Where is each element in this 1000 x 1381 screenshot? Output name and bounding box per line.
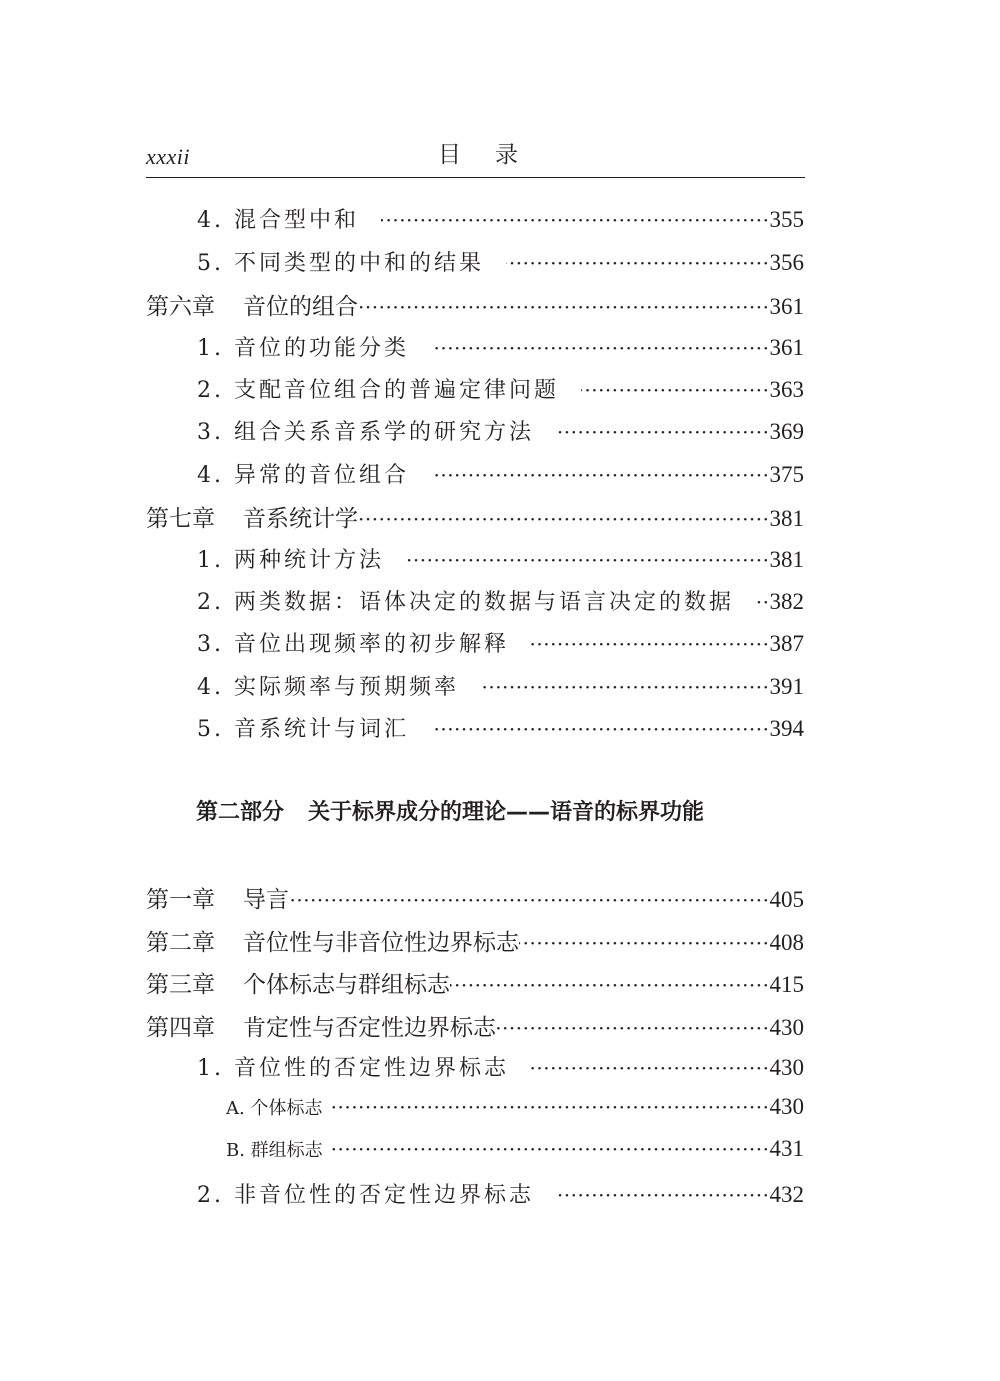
toc-chapter-entry[interactable] (146, 924, 804, 954)
toc-subentry[interactable] (226, 1094, 804, 1124)
toc-entry-page: 391 (769, 674, 804, 699)
toc-entry-page: 381 (769, 547, 804, 572)
toc-entry-label: 3. 组合关系音系学的研究方法 (197, 420, 534, 445)
toc-subentry-label: B. 群组标志 (226, 1140, 323, 1161)
dot-leader (531, 632, 770, 656)
toc-entry-page: 375 (769, 462, 804, 487)
chapter-title: 音位的组合 (243, 294, 358, 320)
toc-entry-label: 3. 音位出现频率的初步解释 (197, 632, 509, 657)
toc-chapter-label (146, 500, 358, 533)
dot-leader (431, 463, 770, 487)
toc-chapter-label (146, 1009, 496, 1042)
toc-entry[interactable] (197, 543, 804, 573)
toc-entry[interactable] (197, 331, 804, 361)
dot-leader (406, 548, 770, 572)
toc-entry-page: 369 (769, 419, 804, 444)
part-title: 关于标界成分的理论——语音的标界功能 (308, 800, 705, 825)
toc-entry[interactable] (197, 627, 804, 657)
toc-entry-label: 4. 混合型中和 (197, 208, 359, 233)
dot-leader (506, 251, 770, 275)
dot-leader (358, 295, 770, 319)
dot-leader (358, 507, 770, 531)
toc-entry[interactable] (197, 373, 804, 403)
toc-entry-page: 361 (769, 294, 804, 319)
toc-entry-page: 405 (769, 887, 804, 912)
toc-entry-page: 381 (769, 506, 804, 531)
toc-entry[interactable] (197, 203, 804, 233)
toc-entry-label: 1. 两种统计方法 (197, 548, 384, 573)
toc-entry[interactable] (197, 246, 804, 276)
running-title: 目录 (438, 142, 552, 168)
part-number: 第二部分 (196, 800, 285, 825)
toc-entry-page: 361 (769, 335, 804, 360)
toc-entry-page: 430 (769, 1055, 804, 1080)
toc-entry-page: 363 (769, 377, 804, 402)
toc-chapter-entry[interactable] (146, 966, 804, 996)
dot-leader (330, 1095, 769, 1119)
dot-leader (289, 888, 770, 912)
toc-entry-label: 4. 实际频率与预期频率 (197, 675, 459, 700)
toc-entry[interactable] (197, 712, 804, 742)
dot-leader (331, 1137, 770, 1161)
chapter-title: 肯定性与否定性边界标志 (243, 1015, 496, 1041)
toc-chapter-entry[interactable] (146, 881, 804, 911)
dot-leader (556, 1183, 770, 1207)
chapter-title: 音系统计学 (243, 506, 358, 532)
toc-entry-page: 394 (769, 716, 804, 741)
chapter-title: 音位性与非音位性边界标志 (243, 930, 519, 956)
toc-entry-label: 2. 非音位性的否定性边界标志 (197, 1183, 534, 1208)
toc-entry-label: 5. 音系统计与词汇 (197, 717, 409, 742)
toc-entry[interactable] (197, 1178, 804, 1208)
chapter-title: 导言 (243, 887, 289, 913)
toc-entry[interactable] (197, 1051, 804, 1081)
toc-entry-page: 355 (769, 207, 804, 232)
toc-entry-page: 415 (769, 972, 804, 997)
toc-chapter-label (146, 924, 519, 957)
toc-entry-page: 387 (769, 631, 804, 656)
chapter-number: 第一章 (146, 887, 215, 913)
toc-entry[interactable] (197, 415, 804, 445)
toc-entry-page: 432 (769, 1182, 804, 1207)
toc-entry[interactable] (197, 458, 804, 488)
dot-leader (581, 378, 770, 402)
toc-chapter-label (146, 288, 358, 321)
toc-chapter-label (146, 966, 450, 999)
toc-chapter-label (146, 881, 289, 914)
toc-entry-page: 356 (769, 250, 804, 275)
chapter-number: 第三章 (146, 972, 215, 998)
dot-leader (481, 675, 770, 699)
toc-entry[interactable] (197, 585, 804, 615)
page-number: xxxii (146, 144, 191, 169)
dot-leader (531, 1056, 770, 1080)
toc-entry-label: 1. 音位性的否定性边界标志 (197, 1056, 509, 1081)
chapter-number: 第六章 (146, 294, 215, 320)
toc-entry-label: 1. 音位的功能分类 (197, 336, 409, 361)
toc-entry-label: 2. 两类数据：语体决定的数据与语言决定的数据 (197, 590, 734, 615)
dot-leader (431, 336, 770, 360)
toc-entry-page: 408 (769, 930, 804, 955)
toc-entry-label: 2. 支配音位组合的普遍定律问题 (197, 378, 559, 403)
chapter-title: 个体标志与群组标志 (243, 972, 450, 998)
dot-leader (519, 931, 770, 955)
toc-entry[interactable] (197, 670, 804, 700)
dot-leader (496, 1016, 770, 1040)
dot-leader (756, 590, 770, 614)
chapter-number: 第七章 (146, 506, 215, 532)
toc-subentry[interactable] (226, 1136, 804, 1166)
toc-entry-label: 5. 不同类型的中和的结果 (197, 251, 484, 276)
chapter-number: 第二章 (146, 930, 215, 956)
toc-entry-page: 430 (769, 1015, 804, 1040)
part-heading[interactable] (196, 798, 704, 828)
toc-entry-page: 431 (769, 1136, 804, 1161)
dot-leader (450, 973, 770, 997)
toc-chapter-entry[interactable] (146, 500, 804, 530)
dot-leader (556, 420, 770, 444)
chapter-number: 第四章 (146, 1015, 215, 1041)
dot-leader (431, 717, 770, 741)
toc-entry-page: 430 (769, 1094, 804, 1119)
toc-chapter-entry[interactable] (146, 1009, 804, 1039)
toc-entry-page: 382 (769, 589, 804, 614)
dot-leader (381, 208, 770, 232)
toc-subentry-label: A. 个体标志 (226, 1098, 323, 1119)
toc-entry-label: 4. 异常的音位组合 (197, 463, 409, 488)
toc-chapter-entry[interactable] (146, 288, 804, 318)
